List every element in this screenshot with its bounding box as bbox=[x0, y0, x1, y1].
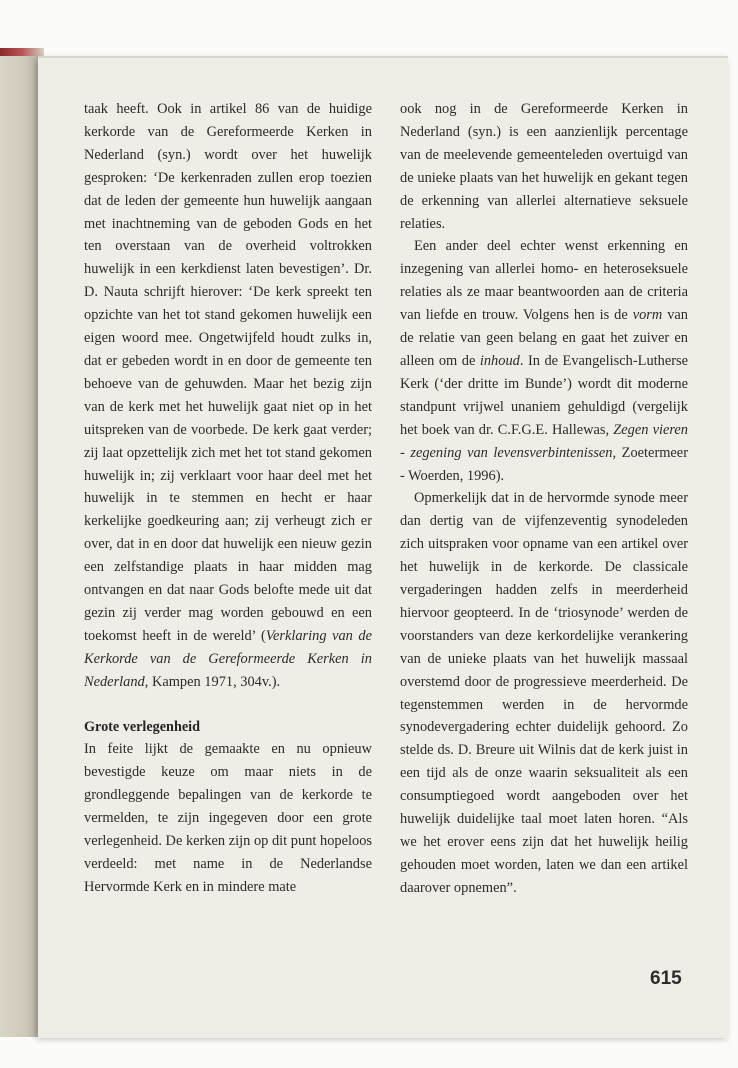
right-para2-text-a: Een ander deel echter wenst erkenning en inzegening van allerlei homo- en heteroseksuele relaties als ze maar beantwoorden aan de criteria van liefde en trouw. Volgens hen is de bbox=[400, 238, 688, 324]
left-paragraph-1 bbox=[84, 98, 372, 694]
book-spine bbox=[0, 52, 40, 1037]
left-column bbox=[84, 98, 372, 899]
page-edge bbox=[38, 56, 728, 58]
left-para1-citation-tail: , Kampen 1971, 304v.). bbox=[144, 673, 281, 690]
right-para2-emphasis-inhoud: inhoud bbox=[479, 352, 520, 369]
section-heading: Grote verlegenheid bbox=[84, 718, 200, 735]
right-para2-text-d: , Zoetermeer - Woerden, 1996). bbox=[400, 444, 688, 484]
left-para1-text: taak heeft. Ook in artikel 86 van de huidige kerkorde van de Gereformeerde Kerken in Nederland (syn.) wordt over het huwelijk gesproken: ‘De kerkenraden zullen erop toezien dat de leden der gemeente hun huwelijk aangaan met inachtneming van de geboden Gods en het ten overstaan van de overheid voltrokken huwelijk in een kerkdienst laten bevestigen’. Dr. D. Nauta schrijft hierover: ‘De kerk spreekt ten opzichte van het tot stand gekomen huwelijk een eigen woord mee. Ongetwijfeld houdt zulks in, dat er gebeden wordt in en door de gemeente ten behoeve van de gehuwden. Maar het bezig zijn van de kerk met het huwelijk gaat niet op in het uitspreken van de voorbede. De kerk gaat verder; zij laat opzettelijk zich met het tot stand gekomen huwelijk in; zij verklaart voor haar deel met het huwelijk in te stemmen en hecht er haar kerkelijke goedkeuring aan; zij verheugt zich er over, dat in en door dat huwelijk een nieuw gezin een zelfstandige plaats in haar midden mag ontvangen en dat naar Gods belofte mede uit dat gezin zij verder mag worden gebouwd en een toekomst heeft in de wereld’ ( bbox=[84, 101, 372, 644]
right-paragraph-3: Opmerkelijk dat in de hervormde synode meer dan dertig van de vijfenzeventig synodeleden zich uitspraken voor opname van een artikel over het huwelijk in de kerkorde. De classicale vergaderingen hadden zelfs in meerderheid hiervoor geopteerd. In de ‘triosynode’ werden de voorstanders van deze kerkordelijke verankering van de unieke plaats van het huwelijk massaal overstemd door de progressieve meerderheid. De tegenstemmen werden in de hervormde synodevergadering echter duidelijk gehoord. Zo stelde ds. D. Breure uit Wilnis dat de kerk juist in een tijd als de onze waarin seksualiteit als een consumptiegoed wordt aangeboden over het huwelijk duidelijke taal moet laten horen. “Als we het erover eens zijn dat het huwelijk heilig gehouden moet worden, laten we dan een artikel daarover opnemen”. bbox=[400, 490, 688, 896]
right-paragraph-1: ook nog in de Gereformeerde Kerken in Nederland (syn.) is een aanzienlijk percentage van de meelevende gemeenteleden overtuigd van de unieke plaats van het huwelijk en gekant tegen de erkenning van allerlei alternatieve seksuele relaties. bbox=[400, 101, 688, 232]
right-para2-text-b: van de relatie van geen belang en gaat het zuiver en alleen om de bbox=[400, 307, 688, 369]
book-cover-edge bbox=[0, 48, 44, 56]
left-paragraph-2: In feite lijkt de gemaakte en nu opnieuw bevestigde keuze om maar niets in de grondleggende bepalingen van de kerkorde te vermelden, te zijn ingegeven door een grote verlegenheid. De kerken zijn op dit punt hopeloos verdeeld: met name in de Nederlandse Hervormde Kerk en in mindere mate bbox=[84, 741, 372, 895]
right-paragraph-2 bbox=[400, 235, 688, 487]
left-para1-citation: Verklaring van de Kerkorde van de Gereformeerde Kerken in Nederland bbox=[84, 627, 372, 690]
right-para2-emphasis-vorm: vorm bbox=[632, 307, 663, 324]
right-column bbox=[400, 98, 688, 900]
right-para2-book-title: Zegen vieren - zegening van levensverbintenissen bbox=[400, 421, 688, 461]
right-para2-text-c: . In de Evangelisch-Lutherse Kerk (‘der dritte im Bunde’) wordt dit moderne standpunt vrijwel unaniem gehuldigd (vergelijk het boek van dr. C.F.G.E. Hallewas, bbox=[400, 352, 688, 438]
page-number: 615 bbox=[650, 968, 682, 989]
